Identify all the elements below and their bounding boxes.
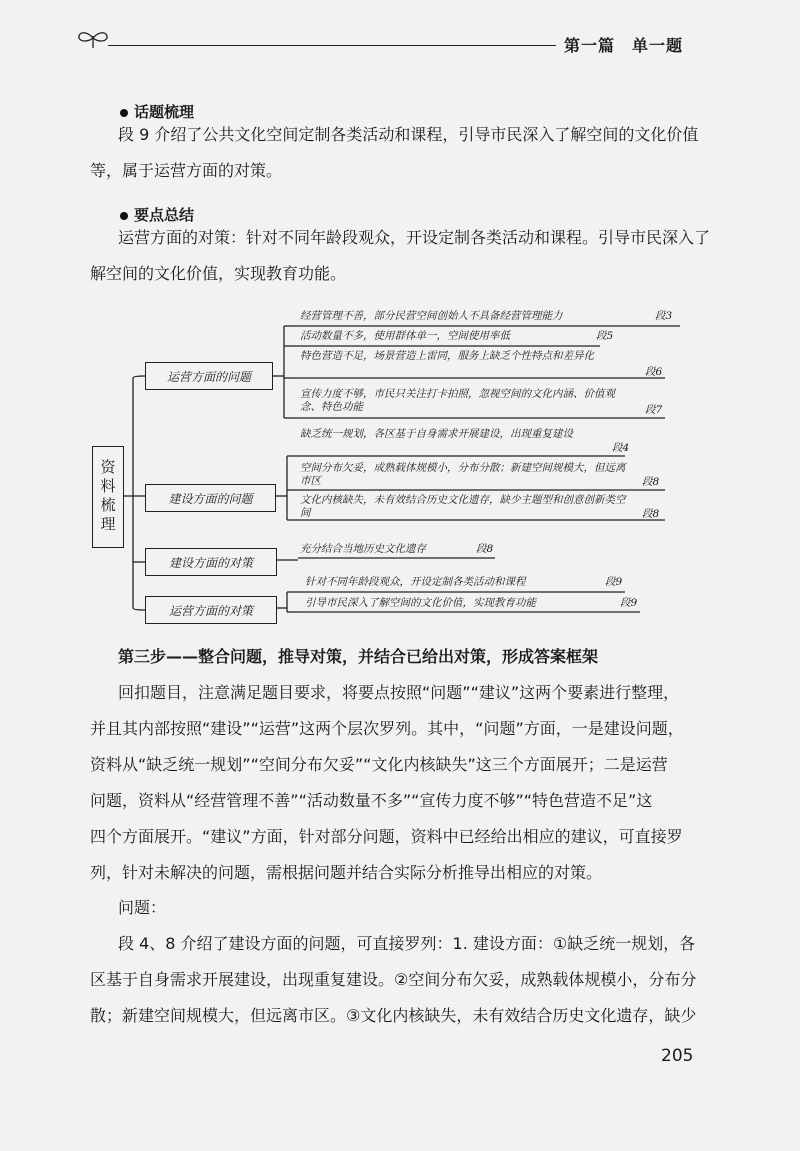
- mindmap-leaf: 宣传力度不够，市民只关注打卡拍照，忽视空间的文化内涵、价值观念、特色功能: [300, 388, 615, 413]
- mindmap-leaf-ref: 段6: [645, 366, 663, 378]
- mindmap-leaf-ref: 段8: [476, 543, 494, 555]
- step3-para-line: 并且其内部按照“建设”“运营”这两个层次罗列。其中，“问题”方面，一是建设问题，: [90, 719, 684, 738]
- step3-para-line: 资料从“缺乏统一规划”“空间分布欠妥”“文化内核缺失”这三个方面展开；二是运营: [90, 755, 668, 774]
- step3-para-line: 四个方面展开。“建议”方面，针对部分问题，资料中已经给出相应的建议，可直接罗: [90, 827, 683, 846]
- running-header: 第一篇 单一题: [564, 36, 684, 55]
- mindmap-root: 资料梳理: [92, 446, 124, 548]
- issue-label: 问题：: [118, 898, 167, 917]
- mindmap-branch-operation-measures: 运营方面的对策: [145, 596, 277, 624]
- mindmap-leaf-ref: 段5: [596, 330, 614, 342]
- key-points-line-2: 解空间的文化价值，实现教育功能。: [90, 264, 347, 283]
- key-points-line-1: 运营方面的对策：针对不同年龄段观众，开设定制各类活动和课程。引导市民深入了: [118, 228, 711, 247]
- step3-para-line: 回扣题目，注意满足题目要求，将要点按照“问题”“建议”这两个要素进行整理，: [118, 683, 680, 702]
- mindmap-leaf: 缺乏统一规划，各区基于自身需求开展建设，出现重复建设: [300, 428, 573, 440]
- mindmap-leaf: 空间分布欠妥，成熟载体规模小，分布分散；新建空间规模大，但远离市区: [300, 462, 626, 487]
- mindmap-leaf-ref: 段8: [642, 508, 660, 520]
- key-points-heading: 要点总结: [120, 204, 194, 225]
- mindmap-leaf-ref: 段3: [655, 310, 673, 322]
- mindmap-leaf: 充分结合当地历史文化遗存: [300, 543, 426, 555]
- topic-review-line-2: 等，属于运营方面的对策。: [90, 161, 283, 180]
- mindmap-leaf: 针对不同年龄段观众，开设定制各类活动和课程: [305, 576, 526, 588]
- mindmap-branch-construction-problems: 建设方面的问题: [145, 484, 276, 512]
- mindmap-leaf-ref: 段9: [620, 597, 638, 609]
- step3-para-line: 列，针对未解决的问题，需根据问题并结合实际分析推导出相应的对策。: [90, 863, 603, 882]
- mindmap-branch-construction-measures: 建设方面的对策: [145, 548, 277, 576]
- mindmap-leaf: 引导市民深入了解空间的文化价值，实现教育功能: [305, 597, 536, 609]
- issue-para-line: 段 4、8 介绍了建设方面的问题，可直接罗列：1. 建设方面：①缺乏统一规划，各: [118, 934, 696, 953]
- page-number: 205: [661, 1046, 694, 1066]
- topic-review-line-1: 段 9 介绍了公共文化空间定制各类活动和课程，引导市民深入了解空间的文化价值: [118, 125, 699, 144]
- mindmap-leaf: 经营管理不善，部分民营空间创始人不具备经营管理能力: [300, 310, 563, 322]
- topic-review-heading: 话题梳理: [120, 101, 194, 122]
- mindmap-leaf-ref: 段4: [612, 442, 630, 454]
- mindmap-leaf: 文化内核缺失，未有效结合历史文化遗存，缺少主题型和创意创新类空间: [300, 494, 626, 519]
- mindmap-leaf: 特色营造不足，场景营造上雷同，服务上缺乏个性特点和差异化: [300, 350, 594, 362]
- mindmap-leaf: 活动数量不多，使用群体单一，空间使用率低: [300, 330, 510, 342]
- mindmap-leaf-ref: 段7: [645, 404, 663, 416]
- mindmap-leaf-ref: 段8: [642, 476, 660, 488]
- mindmap-leaf-ref: 段9: [605, 576, 623, 588]
- step3-para-line: 问题，资料从“经营管理不善”“活动数量不多”“宣传力度不够”“特色营造不足”这: [90, 791, 653, 810]
- issue-para-line: 散；新建空间规模大，但远离市区。③文化内核缺失，未有效结合历史文化遗存，缺少: [90, 1006, 697, 1025]
- step3-heading: 第三步——整合问题，推导对策，并结合已给出对策，形成答案框架: [118, 647, 599, 666]
- mindmap-branch-operation-problems: 运营方面的问题: [145, 362, 273, 390]
- issue-para-line: 区基于自身需求开展建设，出现重复建设。②空间分布欠妥，成熟载体规模小，分布分: [90, 970, 697, 989]
